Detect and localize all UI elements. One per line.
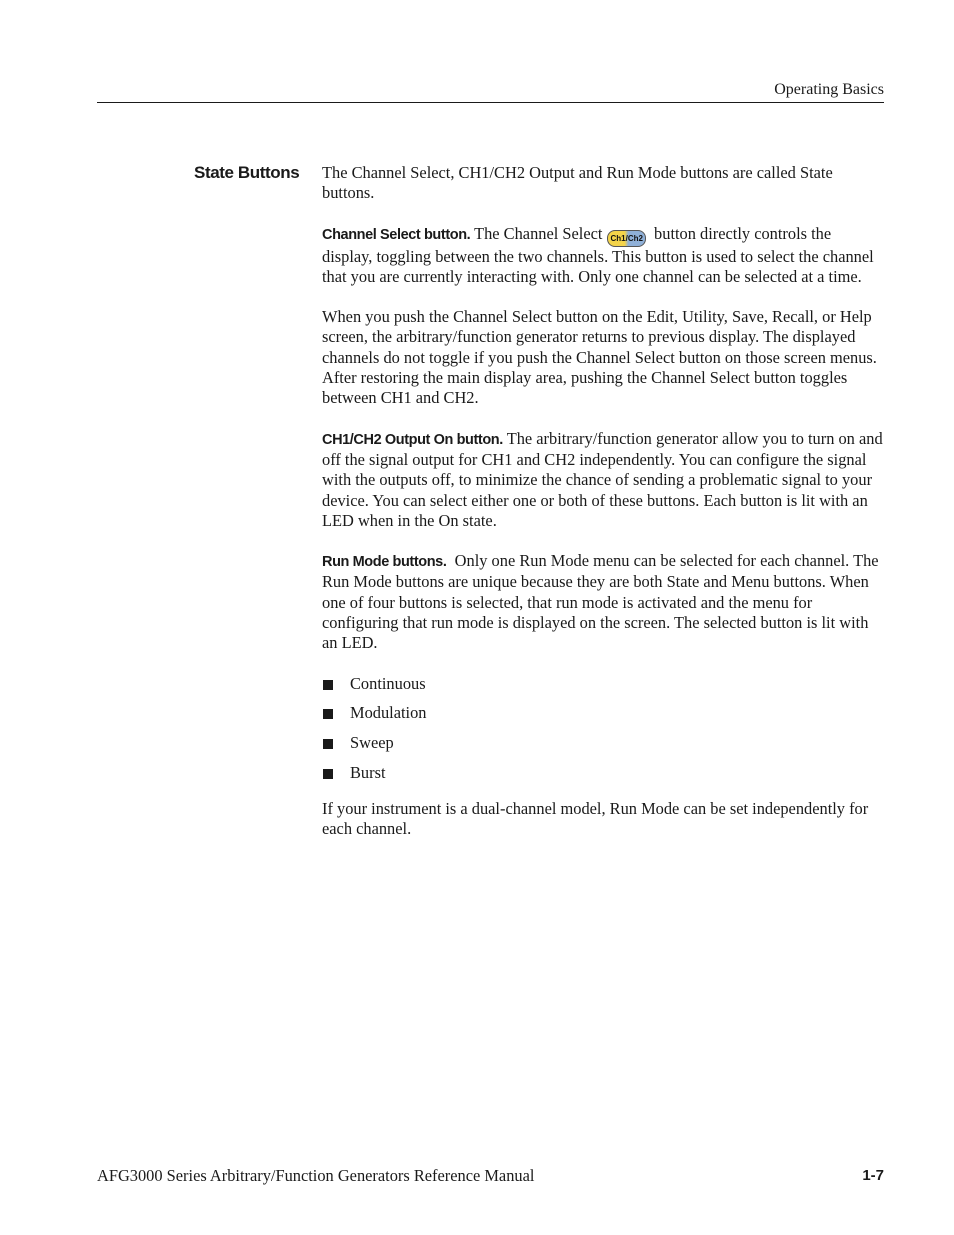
run-mode-paragraph	[322, 551, 884, 653]
output-on-text: The arbitrary/function generator allow you to turn on and off the signal output for CH1 and CH2 independently. You can configure the signal with the outputs off, to minimize the chance of sending a problematic signal to your device. You can select either one or both of these buttons. Each button is lit with an LED when in the On state.	[322, 428, 883, 530]
channel-select-text-after: button directly controls the display, toggling between the two channels. This button is used to select the channel that you are currently interacting with. Only one channel can be selected at a time.	[322, 223, 874, 286]
section-heading: State Buttons	[194, 163, 300, 182]
output-on-paragraph	[322, 429, 884, 531]
square-bullet-icon	[323, 769, 333, 779]
square-bullet-icon	[323, 739, 333, 749]
list-item-label: Modulation	[350, 703, 427, 723]
list-item-label: Sweep	[350, 733, 394, 753]
run-mode-closing-paragraph: If your instrument is a dual-channel model, Run Mode can be set independently for each channel.	[322, 798, 869, 838]
header-rule	[97, 102, 884, 103]
run-mode-text: Only one Run Mode menu can be selected for each channel. The Run Mode buttons are unique because they are both State and Menu buttons. When one of four buttons is selected, that run mode is activated and the menu for configuring that run mode is displayed on the screen. The selected button is lit with an LED.	[322, 551, 883, 653]
output-on-label: CH1/CH2 Output On button.	[322, 431, 503, 448]
icon-separator: /	[625, 233, 628, 243]
channel-select-text-before: The Channel Select	[470, 223, 603, 243]
channel-select-label: Channel Select button.	[322, 226, 471, 243]
channel-select-paragraph	[322, 224, 884, 288]
footer-manual-title: AFG3000 Series Arbitrary/Function Generators Reference Manual	[97, 1166, 535, 1185]
page-number: 1-7	[862, 1167, 884, 1184]
list-item-label: Continuous	[350, 673, 426, 693]
list-item	[322, 763, 884, 783]
run-mode-list	[322, 674, 884, 783]
square-bullet-icon	[323, 709, 333, 719]
list-item	[322, 674, 884, 694]
intro-paragraph: The Channel Select, CH1/CH2 Output and Run Mode buttons are called State buttons.	[322, 163, 833, 203]
ch2-icon-label: Ch2	[627, 233, 643, 243]
body-column	[322, 163, 884, 859]
list-item	[322, 703, 884, 723]
channel-select-paragraph-2: When you push the Channel Select button on the Edit, Utility, Save, Recall, or Help screen, the arbitrary/function generator returns to previous display. The displayed channels do not toggle if you push the Channel Select button on those screen menus. After restoring the main display area, pushing the Channel Select button toggles between CH1 and CH2.	[322, 307, 877, 408]
ch1-icon-label: Ch1	[610, 233, 626, 243]
list-item-label: Burst	[350, 762, 386, 782]
running-header: Operating Basics	[774, 81, 884, 98]
square-bullet-icon	[323, 680, 333, 690]
run-mode-label: Run Mode buttons.	[322, 554, 447, 571]
ch1-ch2-button-icon	[607, 230, 645, 247]
list-item	[322, 733, 884, 753]
